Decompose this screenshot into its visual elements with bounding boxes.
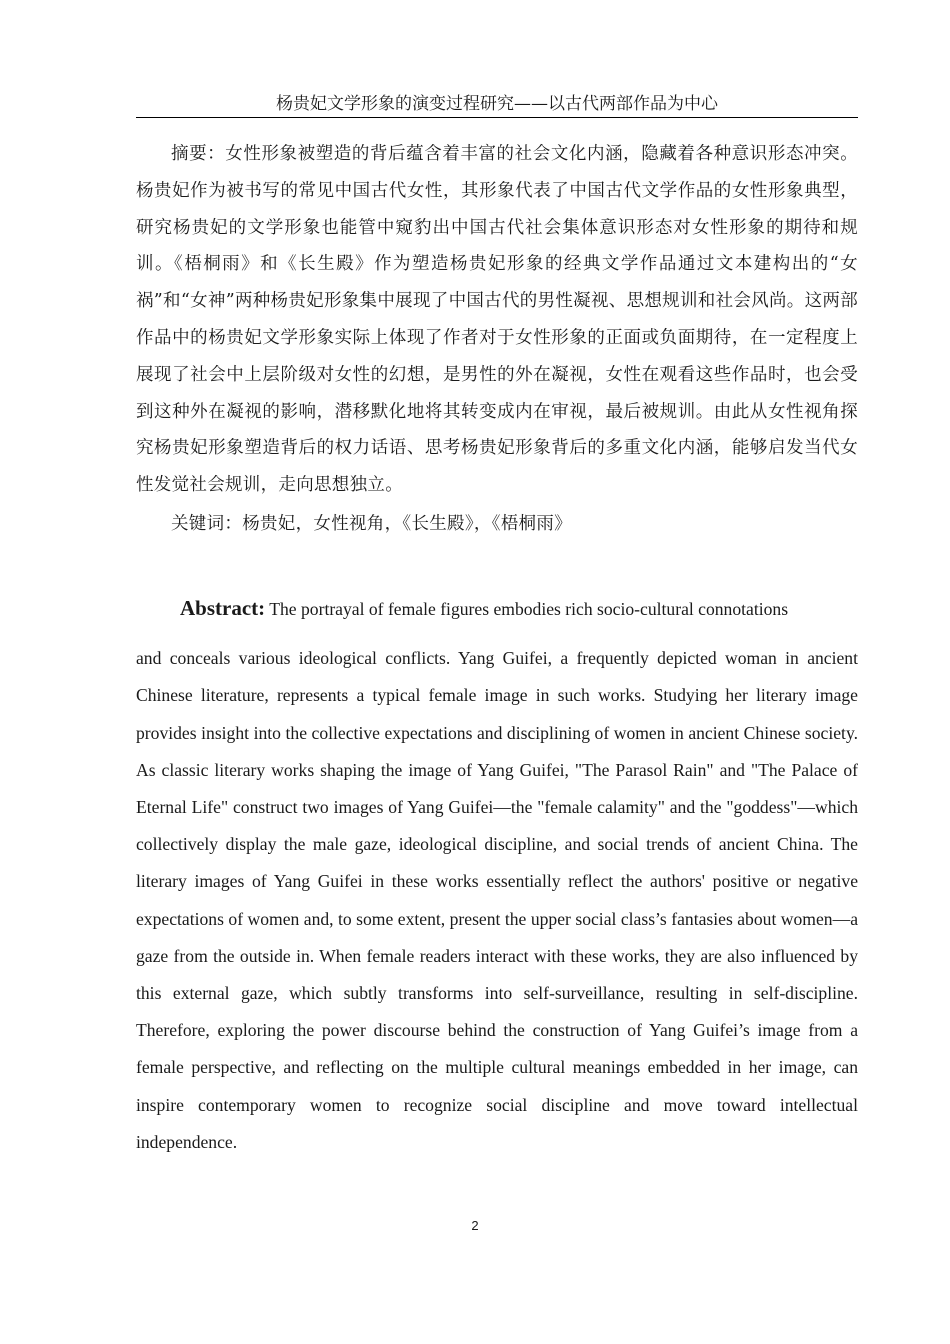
english-abstract-text: and conceals various ideological conflicts. Yang Guifei, a frequently depicted woman in ancient Chinese literature, represents a typical female image in such works. Studying her literary image provides insight into the collective expectations and disciplining of women in ancient Chinese society. As classic literary works shaping the image of Yang Guifei, "The Parasol Rain" and "The Palace of Eternal Life" construct two images of Yang Guifei—the "female calamity" and the "goddess"—which collectively display the male gaze, ideological discipline, and social trends of ancient China. The literary images of Yang Guifei in these works essentially reflect the authors' positive or negative expectations of women and, to some extent, present the upper social class’s fantasies about women—a gaze from the outside in. When female readers interact with these works, they are also influenced by this external gaze, which subtly transforms into self-surveillance, resulting in self-discipline. Therefore, exploring the power discourse behind the construction of Yang Guifei’s image from a female perspective, and reflecting on the multiple cultural meanings embedded in her image, can inspire contemporary women to recognize social discipline and move toward intellectual independence.: [136, 648, 858, 1152]
english-abstract-first-line: The portrayal of female figures embodies rich socio-cultural connotations: [269, 599, 789, 619]
chinese-abstract-paragraph: [136, 136, 858, 504]
english-abstract-label: Abstract:: [180, 596, 266, 620]
running-header-title: 杨贵妃文学形象的演变过程研究——以古代两部作品为中心: [276, 94, 718, 114]
first-line-gap: [136, 628, 858, 640]
chinese-abstract-text: 女性形象被塑造的背后蕴含着丰富的社会文化内涵，隐藏着各种意识形态冲突。杨贵妃作为被书写的常见中国古代女性，其形象代表了中国古代文学作品的女性形象典型，研究杨贵妃的文学形象也能管中窥豹出中国古代社会集体意识形态对女性形象的期待和规训。《梧桐雨》和《长生殿》作为塑造杨贵妃形象的经典文学作品通过文本建构出的“女祸”和“女神”两种杨贵妃形象集中展现了中国古代的男性凝视、思想规训和社会风尚。这两部作品中的杨贵妃文学形象实际上体现了作者对于女性形象的正面或负面期待，在一定程度上展现了社会中上层阶级对女性的幻想，是男性的外在凝视，女性在观看这些作品时，也会受到这种外在凝视的影响，潜移默化地将其转变成内在审视，最后被规训。由此从女性视角探究杨贵妃形象塑造背后的权力话语、思考杨贵妃形象背后的多重文化内涵，能够启发当代女性发觉社会规训，走向思想独立。: [136, 144, 858, 496]
english-abstract-section: [136, 590, 858, 1161]
chinese-keywords-paragraph: [136, 506, 858, 543]
chinese-abstract-section: [136, 136, 858, 543]
chinese-keywords-text: 杨贵妃，女性视角，《长生殿》，《梧桐雨》: [242, 513, 572, 534]
english-abstract-paragraph: [136, 590, 858, 1161]
page-number: 2: [471, 1218, 479, 1233]
chinese-keywords-label: 关键词：: [171, 513, 243, 534]
chinese-abstract-label: 摘要：: [171, 144, 226, 164]
running-header: [136, 94, 858, 118]
